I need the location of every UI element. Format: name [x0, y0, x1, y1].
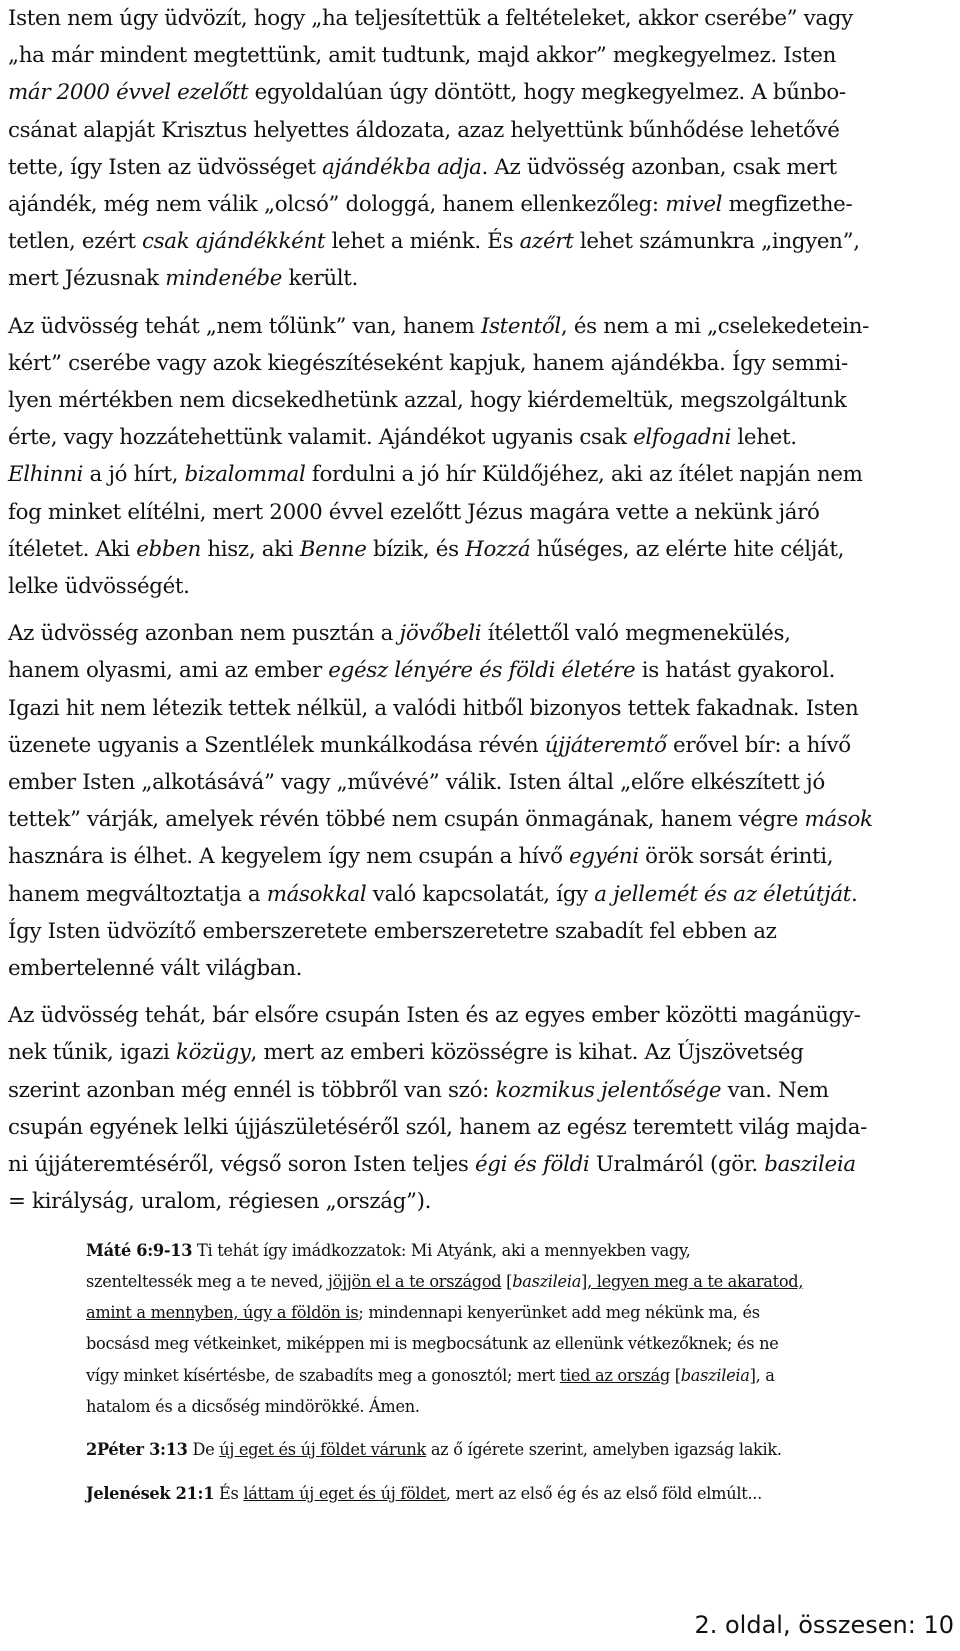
emphasis-text: Istentől	[480, 313, 561, 339]
emphasis-text: baszileia	[764, 1152, 856, 1178]
text-line	[86, 1391, 936, 1422]
text-run: „ha már mindent megtettünk, amit tudtunk, majd akkor” megkegyelmez. Isten	[8, 43, 837, 69]
text-run: tetlen, ezért	[8, 229, 143, 255]
text-run: ]	[581, 1271, 588, 1291]
text-run: .	[851, 881, 858, 907]
text-run: vígy minket kísértésbe, de szabadíts meg a gonosztól; mert	[86, 1365, 560, 1385]
text-line	[86, 1266, 936, 1297]
emphasis-text: közügy	[175, 1040, 251, 1066]
text-run: Isten nem úgy üdvözít, hogy „ha teljesítettük a feltételeket, akkor cserébe” vagy	[8, 6, 853, 31]
text-run: került.	[282, 266, 358, 292]
paragraph	[8, 615, 948, 987]
text-run: lehet a miénk. És	[325, 229, 520, 255]
emphasis-text: mivel	[665, 192, 723, 218]
text-run: ítéletet. Aki	[8, 536, 137, 562]
text-run: hasznára is élhet. A kegyelem így nem csupán a hívő	[8, 844, 570, 870]
emphasis-text: ajándékba adja	[322, 154, 482, 180]
text-line	[8, 690, 943, 727]
emphasis-text: egész lényére és földi életére	[328, 658, 636, 684]
text-run: bízik, és	[366, 536, 466, 562]
text-line	[8, 913, 943, 950]
text-run: hanem olyasmi, ami az ember	[8, 658, 329, 684]
text-run: ítélettől való megmenekülés,	[481, 621, 791, 647]
text-line	[86, 1297, 936, 1328]
text-line	[8, 615, 943, 652]
text-run: kért” cserébe vagy azok kiegészítéseként kapjuk, hanem ajándékba. Így semmi-	[8, 350, 848, 376]
text-run: nek tűnik, igazi	[8, 1040, 176, 1066]
emphasis-text: már 2000 évvel ezelőtt	[8, 80, 249, 106]
text-run: ember Isten „alkotásává” vagy „művévé” válik. Isten által „előre elkészített jó	[8, 770, 825, 796]
text-run: lehet számunkra „ingyen”,	[573, 229, 860, 255]
text-line	[8, 186, 943, 223]
text-run: , mert az emberi közösségre is kihat. Az Újszövetség	[250, 1040, 804, 1066]
text-run: ajándék, még nem válik „olcsó” dologgá, hanem ellenkezőleg:	[8, 192, 666, 218]
quote-block	[86, 1235, 948, 1423]
emphasis-text: másokkal	[266, 881, 367, 907]
paragraph	[8, 997, 948, 1220]
text-line	[86, 1235, 936, 1266]
text-run: a jó hírt,	[83, 462, 185, 488]
emphasis-text: baszileia	[512, 1271, 582, 1291]
verse-reference: 2Péter 3:13	[86, 1440, 188, 1460]
text-line	[8, 801, 943, 838]
text-run: embertelenné vált világban.	[8, 956, 303, 982]
text-run: Az üdvösség tehát, bár elsőre csupán Isten és az egyes ember közötti magánügy-	[8, 1003, 861, 1029]
text-run: csánat alapját Krisztus helyettes áldozata, azaz helyettünk bűnhődése lehetővé	[8, 117, 840, 143]
text-line	[8, 568, 943, 605]
text-run: ni újjáteremtéséről, végső soron Isten teljes	[8, 1152, 476, 1178]
text-run: De	[187, 1440, 220, 1460]
underlined-text: új eget és új földet várunk	[219, 1440, 426, 1460]
underlined-text: , legyen meg a te akaratod,	[587, 1271, 804, 1291]
emphasis-text: bizalommal	[184, 462, 306, 488]
verse-reference: Máté 6:9-13	[86, 1240, 193, 1260]
emphasis-text: a jellemét és az életútját	[594, 881, 852, 907]
text-line	[8, 223, 943, 260]
text-line	[8, 997, 943, 1034]
text-run: fordulni a jó hír Küldőjéhez, aki az ítélet napján nem	[305, 462, 863, 488]
text-run: szenteltessék meg a te neved,	[86, 1271, 328, 1291]
text-run: bocsásd meg vétkeinket, miképpen mi is megbocsátunk az ellenünk vétkezőknek; és ne	[86, 1334, 779, 1354]
text-run: Az üdvösség azonban nem pusztán a	[8, 621, 400, 647]
text-line	[8, 1183, 943, 1220]
text-run: Az üdvösség tehát „nem tőlünk” van, hanem	[8, 313, 481, 339]
text-run: való kapcsolatát, így	[366, 881, 595, 907]
text-line	[8, 652, 943, 689]
text-run: ], a	[749, 1365, 775, 1385]
text-run: egyoldalúan úgy döntött, hogy megkegyelmez. A bűnbo-	[248, 80, 846, 106]
emphasis-text: mindenébe	[165, 266, 283, 292]
text-line	[86, 1360, 936, 1391]
text-run: . Az üdvösség azonban, csak mert	[481, 154, 837, 180]
emphasis-text: mások	[804, 807, 873, 833]
text-line	[8, 419, 943, 456]
text-line	[86, 1434, 936, 1465]
underlined-text: jöjjön el a te országod	[327, 1271, 502, 1291]
body-text	[8, 0, 948, 1221]
text-line	[86, 1328, 936, 1359]
text-run: is hatást gyakorol.	[635, 658, 836, 684]
text-line	[8, 456, 943, 493]
emphasis-text: egyéni	[569, 844, 639, 870]
emphasis-text: azért	[519, 229, 574, 255]
scripture-quotes	[86, 1235, 948, 1509]
emphasis-text: Hozzá	[465, 536, 531, 562]
text-line	[8, 308, 943, 345]
emphasis-text: jövőbeli	[399, 621, 482, 647]
text-line	[8, 876, 943, 913]
text-run: örök sorsát érinti,	[638, 844, 834, 870]
emphasis-text: elfogadni	[633, 425, 731, 451]
text-run: Ti tehát így imádkozzatok: Mi Atyánk, aki a mennyekben vagy,	[192, 1240, 691, 1260]
underlined-text: láttam új eget és új földet	[243, 1483, 446, 1503]
underlined-text: tied az ország	[559, 1365, 670, 1385]
text-line	[8, 149, 943, 186]
document-page	[8, 0, 948, 1509]
text-line	[86, 1478, 936, 1509]
text-run: tettek” várják, amelyek révén többé nem csupán önmagának, hanem végre	[8, 807, 805, 833]
text-run: Igazi hit nem létezik tettek nélkül, a valódi hitből bizonyos tettek fakadnak. Isten	[8, 695, 859, 721]
text-run: Uralmáról (gör.	[589, 1152, 765, 1178]
text-run: , és nem a mi „cselekedetein-	[560, 313, 870, 339]
text-run: érte, vagy hozzátehettünk valamit. Ajándékot ugyanis csak	[8, 425, 634, 451]
text-run: ; mindennapi kenyerünket add meg nékünk ma, és	[358, 1303, 760, 1323]
page-number: 2. oldal, összesen: 10	[694, 1611, 954, 1639]
text-line	[8, 531, 943, 568]
text-run: fog minket elítélni, mert 2000 évvel ezelőtt Jézus magára vette a nekünk járó	[8, 499, 820, 525]
text-run: megfizethe-	[722, 192, 853, 218]
text-run: Így Isten üdvözítő emberszeretete emberszeretetre szabadít fel ebben az	[8, 918, 777, 944]
text-line	[8, 74, 943, 111]
emphasis-text: ebben	[136, 536, 201, 562]
text-line	[8, 764, 943, 801]
text-line	[8, 112, 943, 149]
emphasis-text: csak ajándékként	[142, 229, 326, 255]
text-run: , mert az első ég és az első föld elmúlt...	[445, 1483, 762, 1503]
emphasis-text: égi és földi	[475, 1152, 590, 1178]
text-line	[8, 1072, 943, 1109]
text-run: van. Nem	[721, 1077, 829, 1103]
emphasis-text: Elhinni	[8, 462, 84, 488]
text-run: És	[214, 1483, 244, 1503]
text-run: hűséges, az elérte hite célját,	[530, 536, 845, 562]
text-line	[8, 0, 943, 37]
text-run: hatalom és a dicsőség mindörökké. Ámen.	[86, 1396, 420, 1416]
emphasis-text: kozmikus jelentősége	[495, 1077, 722, 1103]
emphasis-text: baszileia	[680, 1365, 750, 1385]
text-run: csupán egyének lelki újjászületéséről szól, hanem az egész teremtett világ majda-	[8, 1114, 868, 1140]
text-run: tette, így Isten az üdvösséget	[8, 154, 323, 180]
quote-block	[86, 1478, 948, 1509]
text-run: = királyság, uralom, régiesen „ország”).	[8, 1189, 432, 1215]
text-run: lehet.	[730, 425, 797, 451]
text-run: hisz, aki	[200, 536, 300, 562]
emphasis-text: újjáteremtő	[544, 732, 667, 758]
quote-block	[86, 1434, 948, 1465]
text-run: erővel bír: a hívő	[666, 732, 851, 758]
text-line	[8, 1109, 943, 1146]
paragraph	[8, 308, 948, 606]
emphasis-text: Benne	[299, 536, 367, 562]
text-run: mert Jézusnak	[8, 266, 166, 292]
paragraph	[8, 0, 948, 298]
text-line	[8, 260, 943, 297]
text-line	[8, 950, 943, 987]
text-line	[8, 494, 943, 531]
text-line	[8, 1146, 943, 1183]
text-run: [	[669, 1365, 681, 1385]
text-line	[8, 727, 943, 764]
text-line	[8, 1034, 943, 1071]
text-run: az ő ígérete szerint, amelyben igazság lakik.	[425, 1440, 782, 1460]
verse-reference: Jelenések 21:1	[86, 1483, 215, 1503]
text-run: hanem megváltoztatja a	[8, 881, 267, 907]
text-line	[8, 838, 943, 875]
text-line	[8, 382, 943, 419]
text-run: szerint azonban még ennél is többről van szó:	[8, 1077, 496, 1103]
text-run: lyen mértékben nem dicsekedhetünk azzal, hogy kiérdemeltük, megszolgáltunk	[8, 388, 847, 414]
text-run: üzenete ugyanis a Szentlélek munkálkodása révén	[8, 732, 545, 758]
text-run: [	[501, 1271, 513, 1291]
underlined-text: amint a mennyben, úgy a földön is	[86, 1303, 359, 1323]
text-line	[8, 345, 943, 382]
text-run: lelke üdvösségét.	[8, 574, 190, 600]
text-line	[8, 37, 943, 74]
